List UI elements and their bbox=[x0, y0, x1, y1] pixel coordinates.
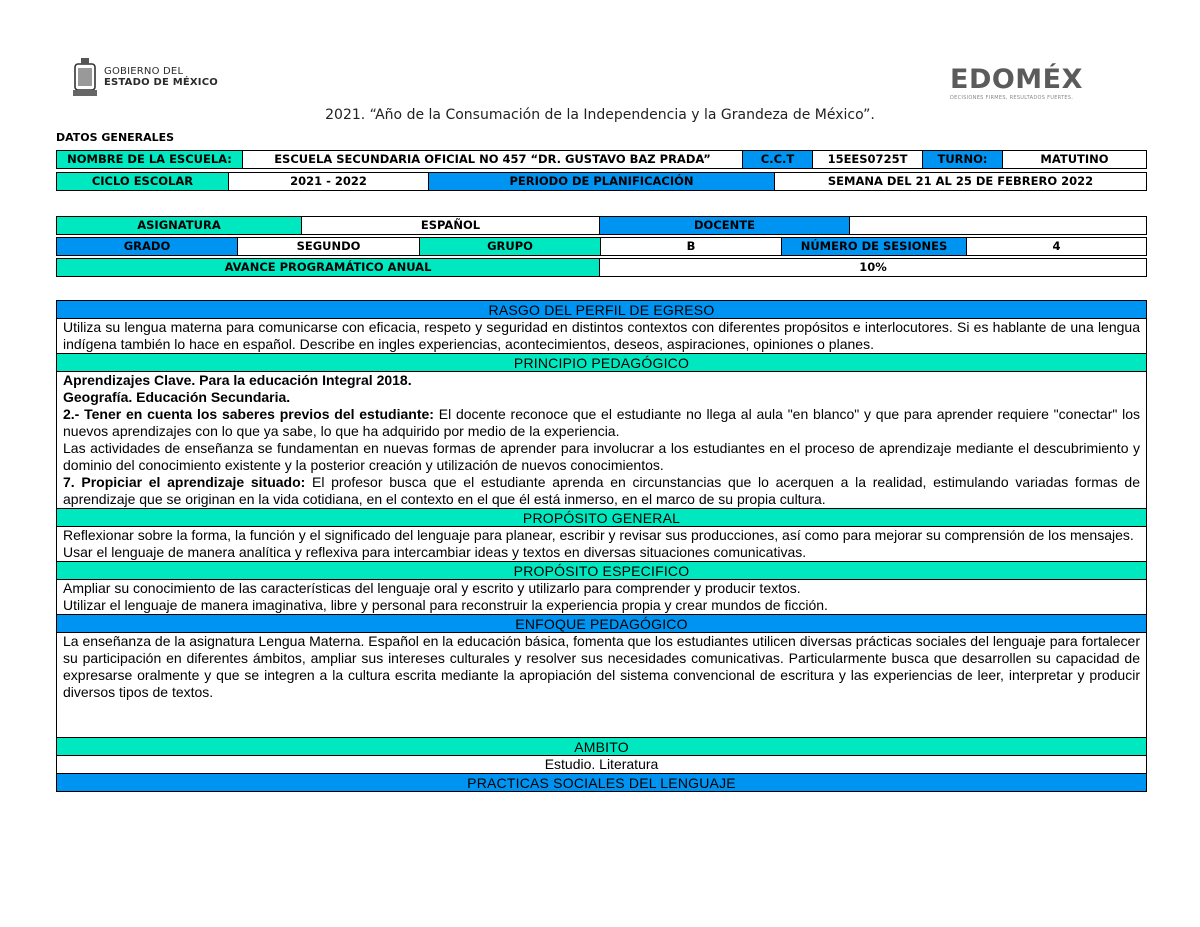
general-text2: Usar el lenguaje de manera analítica y reflexiva para intercambiar ideas y textos en diversas situaciones comunicativas. bbox=[63, 544, 807, 560]
coat-of-arms-icon bbox=[72, 56, 98, 98]
school-label: NOMBRE DE LA ESCUELA: bbox=[57, 151, 243, 169]
enfoque-header: ENFOQUE PEDAGÓGICO bbox=[57, 615, 1147, 633]
grupo-label: GRUPO bbox=[420, 238, 601, 256]
turno-label: TURNO: bbox=[923, 151, 1003, 169]
periodo-label: PERIODO DE PLANIFICACIÓN bbox=[429, 173, 775, 191]
cct-label: C.C.T bbox=[743, 151, 813, 169]
ciclo-table bbox=[56, 172, 1147, 191]
especifico-text1: Ampliar su conocimiento de las características del lenguaje oral y escrito y utilizarlo para comprender y producir textos. bbox=[63, 580, 801, 596]
principio-ref1: Aprendizajes Clave. Para la educación Integral 2018. bbox=[63, 372, 412, 388]
year-motto: 2021. “Año de la Consumación de la Independencia y la Grandeza de México”. bbox=[325, 107, 875, 123]
avance-value: 10% bbox=[600, 259, 1147, 277]
principio-header: PRINCIPIO PEDAGÓGICO bbox=[57, 354, 1147, 372]
grupo-value: B bbox=[601, 238, 782, 256]
especifico-header: PROPÓSITO ESPECIFICO bbox=[57, 562, 1147, 580]
subject-table-row1 bbox=[56, 216, 1147, 235]
principio-p2-bold: 2.- Tener en cuenta los saberes previos del estudiante: bbox=[63, 406, 434, 422]
avance-label: AVANCE PROGRAMÁTICO ANUAL bbox=[57, 259, 600, 277]
ciclo-value: 2021 - 2022 bbox=[229, 173, 429, 191]
docente-label: DOCENTE bbox=[600, 217, 850, 235]
grado-label: GRADO bbox=[57, 238, 238, 256]
general-data-table bbox=[56, 150, 1147, 169]
especifico-content bbox=[57, 580, 1147, 615]
subject-table-row2 bbox=[56, 237, 1147, 256]
ambito-header: AMBITO bbox=[57, 738, 1147, 756]
general-header: PROPÓSITO GENERAL bbox=[57, 509, 1147, 527]
especifico-text2: Utilizar el lenguaje de manera imaginativa, libre y personal para reconstruir la experiencia propia y crear mundos de ficción. bbox=[63, 597, 828, 613]
rasgo-text: Utiliza su lengua materna para comunicarse con eficacia, respeto y seguridad en distintos contextos con diferentes propósitos e interlocutores. Si es hablante de una lengua indígena también lo hace en español. Describe en ingles experiencias, acontecimientos, deseos, aspiraciones, opiniones o planes. bbox=[57, 319, 1147, 354]
gobierno-logo bbox=[72, 54, 218, 100]
planning-content-table bbox=[56, 300, 1147, 792]
edomex-tagline: DECISIONES FIRMES, RESULTADOS FUERTES. bbox=[950, 95, 1074, 101]
gob-logo-line2: ESTADO DE MÉXICO bbox=[104, 77, 218, 88]
principio-p2-text: El docente reconoce que el estudiante no llega al aula "en blanco" y que para aprender requiere "conectar" los nuevos aprendizajes con lo que ya sabe, lo que ha adquirido por medio de la experiencia. bbox=[63, 406, 1140, 439]
principio-ref2: Geografía. Educación Secundaria. bbox=[63, 389, 291, 405]
practicas-header: PRACTICAS SOCIALES DEL LENGUAJE bbox=[57, 774, 1147, 792]
principio-content bbox=[57, 372, 1147, 509]
edomex-logo bbox=[950, 66, 1130, 106]
cct-value: 15EES0725T bbox=[813, 151, 923, 169]
subject-table-row3 bbox=[56, 258, 1147, 277]
periodo-value: SEMANA DEL 21 AL 25 DE FEBRERO 2022 bbox=[775, 173, 1147, 191]
general-content bbox=[57, 527, 1147, 562]
asignatura-value: ESPAÑOL bbox=[302, 217, 600, 235]
principio-p7-bold: 7. Propiciar el aprendizaje situado: bbox=[63, 474, 306, 490]
ambito-text: Estudio. Literatura bbox=[57, 756, 1147, 774]
school-value: ESCUELA SECUNDARIA OFICIAL NO 457 “DR. GUSTAVO BAZ PRADA” bbox=[243, 151, 743, 169]
sesiones-label: NÚMERO DE SESIONES bbox=[782, 238, 967, 256]
grado-value: SEGUNDO bbox=[238, 238, 420, 256]
ciclo-label: CICLO ESCOLAR bbox=[57, 173, 229, 191]
principio-p3-text: Las actividades de enseñanza se fundamentan en nuevas formas de aprender para involucrar a los estudiantes en el proceso de aprendizaje mediante el descubrimiento y dominio del conocimiento existente y la posterior creación y utilización de nuevos conocimientos. bbox=[63, 440, 1140, 473]
general-text1: Reflexionar sobre la forma, la función y el significado del lenguaje para planear, escribir y revisar sus producciones, así como para mejorar su comprensión de los mensajes. bbox=[63, 527, 1134, 543]
edomex-wordmark: EDOMÉX bbox=[950, 64, 1083, 95]
asignatura-label: ASIGNATURA bbox=[57, 217, 302, 235]
turno-value: MATUTINO bbox=[1003, 151, 1147, 169]
rasgo-header: RASGO DEL PERFIL DE EGRESO bbox=[57, 301, 1147, 319]
section-title: DATOS GENERALES bbox=[56, 131, 175, 144]
docente-value bbox=[850, 217, 1147, 235]
gob-logo-line1: GOBIERNO DEL bbox=[104, 66, 184, 77]
sesiones-value: 4 bbox=[967, 238, 1147, 256]
enfoque-text: La enseñanza de la asignatura Lengua Materna. Español en la educación básica, fomenta que los estudiantes utilicen diversas prácticas sociales del lenguaje para fortalecer su participación en diferentes ámbitos, ampliar sus intereses culturales y resolver sus necesidades comunicativas. Particularmente busca que desarrollen su capacidad de expresarse oralmente y que se integren a la cultura escrita mediante la apropiación del sistema convencional de escritura y las experiencias de leer, interpretar y producir diversos tipos de textos. bbox=[57, 633, 1147, 738]
principio-p7-text: El profesor busca que el estudiante aprenda en circunstancias que lo acerquen a la realidad, estimulando variadas formas de aprendizaje que se originan en la vida cotidiana, en el contexto en el que él está inmerso, en el marco de su propia cultura. bbox=[63, 474, 1140, 507]
